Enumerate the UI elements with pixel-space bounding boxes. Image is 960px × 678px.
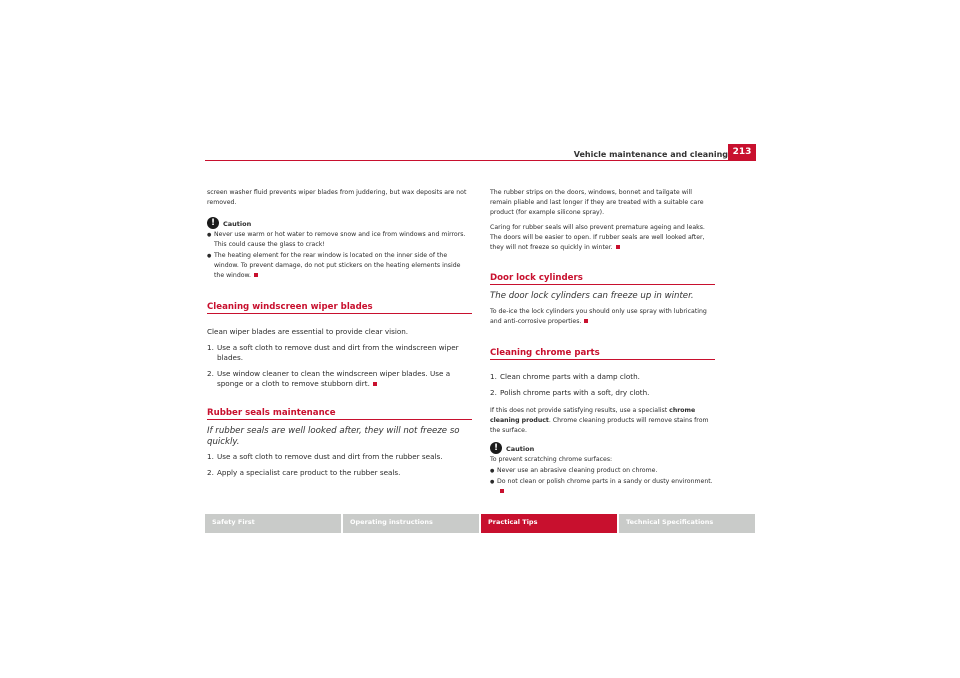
step-text: Polish chrome parts with a soft, dry cloth. <box>500 388 650 397</box>
chrome-text: If this does not provide satisfying results, use a specialist <box>490 407 670 414</box>
end-mark-icon <box>616 245 620 249</box>
rubber-para-1: The rubber strips on the doors, windows, bonnet and tailgate will remain pliable and last longer if they are treated with a suitable care product (for example silicone spray). <box>490 189 704 216</box>
caution-intro: To prevent scratching chrome surfaces: <box>490 456 613 463</box>
list-item: 2. Apply a specialist care product to the rubber seals. <box>207 468 401 477</box>
step-text: Clean chrome parts with a damp cloth. <box>500 372 640 381</box>
page-number: 213 <box>728 144 756 161</box>
step-text: Use a soft cloth to remove dust and dirt from the windscreen wiper blades. <box>217 343 459 362</box>
caution-item <box>207 230 472 250</box>
list-item: 1. Use a soft cloth to remove dust and dirt from the windscreen wiper blades. <box>207 343 472 363</box>
caution-icon: ! <box>490 442 502 454</box>
right-column <box>490 188 715 498</box>
section-subheading: The door lock cylinders can freeze up in winter. <box>490 291 694 301</box>
header-rule <box>205 160 728 161</box>
chrome-text: . Chrome cleaning products will remove stains from the surface. <box>490 417 709 434</box>
caution-label: Caution <box>506 445 535 453</box>
left-column <box>207 188 472 484</box>
bullet-icon <box>490 477 497 497</box>
step-text: Use a soft cloth to remove dust and dirt from the rubber seals. <box>217 452 443 461</box>
caution-text: Do not clean or polish chrome parts in a sandy or dusty environment. <box>497 478 713 485</box>
rubber-para-2: Caring for rubber seals will also prevent premature ageing and leaks. The doors will be easier to open. If rubber seals are well looked after, they will not freeze so quickly in winter. <box>490 224 705 251</box>
door-text: To de-ice the lock cylinders you should only use spray with lubricating and anti-corrosive properties. <box>490 308 707 325</box>
end-mark-icon <box>254 273 258 277</box>
caution-label: Caution <box>223 220 252 228</box>
list-item: 2. Polish chrome parts with a soft, dry cloth. <box>490 388 650 397</box>
bullet-icon <box>207 230 214 250</box>
footer-tab-operating[interactable]: Operating instructions <box>343 514 479 533</box>
list-item: 1. Clean chrome parts with a damp cloth. <box>490 372 640 381</box>
caution-block <box>207 217 472 229</box>
bullet-icon <box>207 251 214 281</box>
footer-tab-practical[interactable]: Practical Tips <box>481 514 617 533</box>
caution-item <box>207 251 472 281</box>
section-subheading: If rubber seals are well looked after, they will not freeze so quickly. <box>207 426 460 447</box>
list-item: 2. Use window cleaner to clean the windscreen wiper blades. Use a sponge or a cloth to remove stubborn dirt. <box>207 369 451 388</box>
caution-block <box>490 442 715 454</box>
step-text: Apply a specialist care product to the rubber seals. <box>217 468 401 477</box>
header-title: Vehicle maintenance and cleaning <box>573 150 728 159</box>
end-mark-icon <box>584 319 588 323</box>
bullet-icon <box>490 466 497 476</box>
caution-text: Never use an abrasive cleaning product on chrome. <box>497 467 658 474</box>
step-text: Use window cleaner to clean the windscreen wiper blades. Use a sponge or a cloth to remove stubborn dirt. <box>217 369 451 388</box>
wiper-lead: Clean wiper blades are essential to provide clear vision. <box>207 327 409 336</box>
list-item: 1. Use a soft cloth to remove dust and dirt from the rubber seals. <box>207 452 443 461</box>
footer-tab-safety[interactable]: Safety First <box>205 514 341 533</box>
section-heading-chrome: Cleaning chrome parts <box>490 348 715 360</box>
section-heading-rubber: Rubber seals maintenance <box>207 408 472 420</box>
caution-item <box>490 477 715 497</box>
end-mark-icon <box>500 489 504 493</box>
caution-item <box>490 466 715 476</box>
chrome-product-term: chrome cleaning product <box>490 407 696 424</box>
caution-icon: ! <box>207 217 219 229</box>
caution-text: Never use warm or hot water to remove snow and ice from windows and mirrors. This could cause the glass to crack! <box>214 231 466 248</box>
caution-text: The heating element for the rear window is located on the inner side of the window. To prevent damage, do not put stickers on the heating elements inside the window. <box>214 252 461 279</box>
end-mark-icon <box>373 382 377 386</box>
intro-text: screen washer fluid prevents wiper blades from juddering, but wax deposits are not removed. <box>207 189 467 206</box>
section-heading-door: Door lock cylinders <box>490 273 715 285</box>
footer-tab-technical[interactable]: Technical Specifications <box>619 514 755 533</box>
section-heading-wiper: Cleaning windscreen wiper blades <box>207 302 472 314</box>
